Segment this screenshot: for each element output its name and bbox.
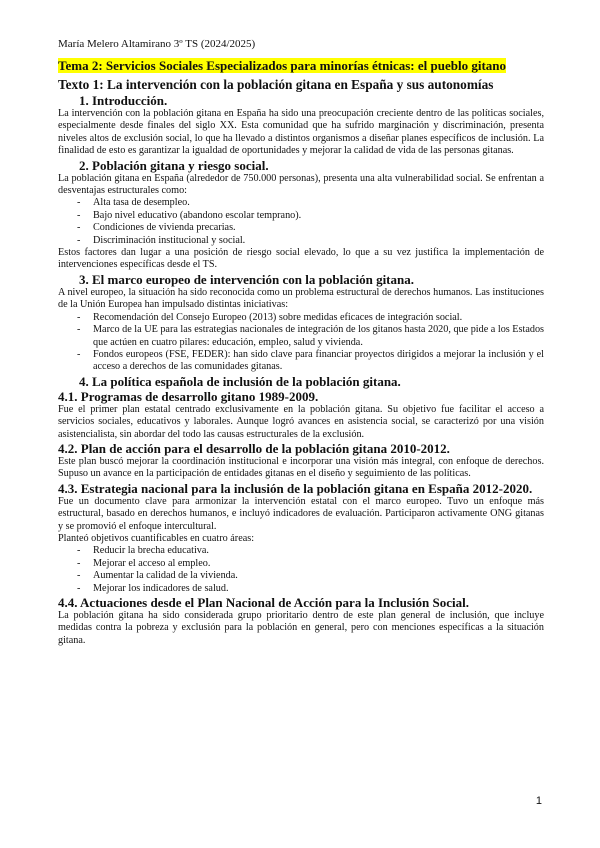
section-4-2-paragraph: Este plan buscó mejorar la coordinación institucional e incorporar una visión más integral, con enfoque de derechos. Supuso un avance en la participación de entidades gitanas en el diseño y seguimiento de las políticas. — [58, 455, 544, 480]
section-2-paragraph-1: La población gitana en España (alrededor de 750.000 personas), presenta una alta vulnerabilidad social. Se enfrentan a desventajas estructurales como: — [58, 172, 544, 197]
section-2-list — [58, 197, 544, 247]
section-4-heading: 4. La política española de inclusión de la población gitana. — [79, 373, 401, 389]
page-number: 1 — [535, 795, 542, 807]
list-item: - Reducir la brecha educativa. — [58, 545, 544, 557]
section-2-heading: 2. Población gitana y riesgo social. — [79, 157, 269, 173]
section-1-heading: 1. Introducción. — [79, 93, 168, 108]
section-1-paragraph: La intervención con la población gitana en España ha sido una preocupación creciente dentro de las políticas sociales, especialmente desde finales del siglo XX. Esta comunidad que ha sufrido marginación y discriminación, presenta niveles altos de exclusión social, lo que ha llevado a distintos organismos a diseñar planes específicos de inclusión. La finalidad de esto es garantizar la igualdad de oportunidades y mejorar la calidad de vida de las personas gitanas. — [58, 108, 544, 157]
document-page — [58, 38, 544, 647]
section-4-3-paragraph-2: Planteó objetivos cuantificables en cuatro áreas: — [58, 532, 255, 544]
section-3-list — [58, 312, 544, 374]
section-4-3-list — [58, 545, 544, 595]
list-item: - Fondos europeos (FSE, FEDER): han sido clave para financiar proyectos dirigidos a mejorar la inclusión y el acceso a derechos de las comunidades gitanas. — [58, 349, 544, 374]
section-3-heading: 3. El marco europeo de intervención con la población gitana. — [79, 271, 414, 287]
section-4-2-heading: 4.2. Plan de acción para el desarrollo de la población gitana 2010-2012. — [58, 440, 450, 456]
section-4-3-paragraph-1: Fue un documento clave para armonizar la intervención estatal con el marco europeo. Tuvo un enfoque más estructural, basado en derechos humanos, e incluyó indicadores de evaluación. Participaron activamente ONG gitanas y se promovió el enfoque intercultural. — [58, 495, 544, 532]
list-item: - Alta tasa de desempleo. — [58, 197, 544, 209]
list-item: - Mejorar el acceso al empleo. — [58, 558, 544, 570]
page-header: María Melero Altamirano 3º TS (2024/2025) — [58, 38, 256, 50]
list-item: - Mejorar los indicadores de salud. — [58, 583, 544, 595]
list-item: - Discriminación institucional y social. — [58, 235, 544, 247]
list-item: - Recomendación del Consejo Europeo (2013) sobre medidas eficaces de integración social. — [58, 312, 544, 324]
section-4-3-heading: 4.3. Estrategia nacional para la inclusión de la población gitana en España 2012-2020. — [58, 480, 533, 496]
section-4-1-heading: 4.1. Programas de desarrollo gitano 1989-2009. — [58, 388, 319, 404]
section-4-4-heading: 4.4. Actuaciones desde el Plan Nacional de Acción para la Inclusión Social. — [58, 595, 469, 610]
section-4-4-paragraph: La población gitana ha sido considerada grupo prioritario dentro de este plan general de inclusión, que incluye medidas contra la pobreza y exclusión para la población en general, pero con menciones específicas a la situación gitana. — [58, 610, 544, 646]
list-item: - Bajo nivel educativo (abandono escolar temprano). — [58, 210, 544, 222]
topic-title-text: Tema 2: Servicios Sociales Especializados para minorías étnicas: el pueblo gitano — [58, 58, 507, 73]
section-3-paragraph: A nivel europeo, la situación ha sido reconocida como un problema estructural de derechos humanos. Las instituciones de la Unión Europea han impulsado distintas iniciativas: — [58, 286, 544, 311]
section-4-1-paragraph: Fue el primer plan estatal centrado exclusivamente en la población gitana. Su objetivo fue facilitar el acceso a servicios sociales, educativos y laborales. Aunque logró avances en asistencia social, se caracterizó por una visión asistencialista, sin abordar del todo las causas estructurales de la exclusión. — [58, 403, 544, 440]
text-title: Texto 1: La intervención con la población gitana en España y sus autonomías — [58, 77, 494, 92]
list-item: - Marco de la UE para las estrategias nacionales de integración de los gitanos hasta 2020, que pide a los Estados que actúen en cuatro pilares: educación, empleo, salud y vivienda. — [58, 324, 544, 349]
section-2-paragraph-2: Estos factores dan lugar a una posición de riesgo social elevado, lo que a su vez justifica la implementación de intervenciones específicas desde el TS. — [58, 247, 544, 271]
list-item: - Aumentar la calidad de la vivienda. — [58, 570, 544, 582]
topic-title — [58, 58, 544, 74]
list-item: - Condiciones de vivienda precarias. — [58, 222, 544, 234]
